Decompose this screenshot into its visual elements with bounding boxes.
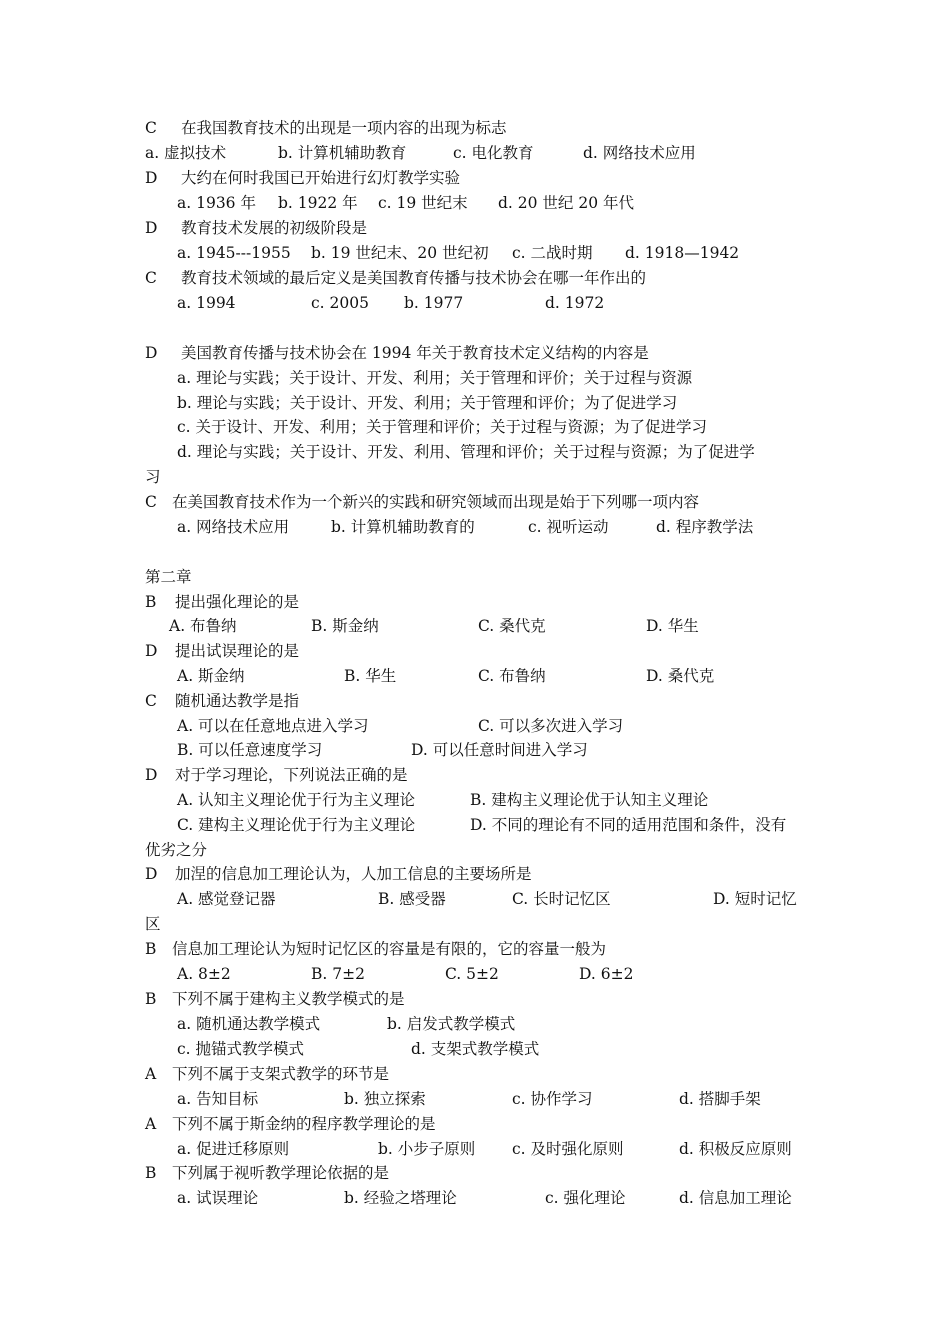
option: C. 桑代克	[478, 617, 546, 635]
option: a. 1994	[177, 294, 236, 312]
options-row	[0, 887, 950, 911]
option: d. 1918—1942	[625, 244, 740, 262]
question-row	[0, 639, 950, 663]
question-text: 下列不属于建构主义教学模式的是	[172, 990, 405, 1008]
option: C. 可以多次进入学习	[478, 717, 624, 735]
option: C. 布鲁纳	[478, 667, 546, 685]
question-row	[0, 1062, 950, 1086]
answer-key: D	[145, 642, 158, 660]
option: a. 1936 年	[177, 194, 256, 212]
option: b. 计算机辅助教育	[278, 144, 407, 162]
options-row	[0, 962, 950, 986]
option: B. 华生	[344, 667, 397, 685]
question-row	[0, 763, 950, 787]
options-row	[0, 1137, 950, 1161]
question-row	[0, 987, 950, 1011]
answer-key: C	[145, 493, 157, 511]
answer-key: D	[145, 219, 158, 237]
wrapped-text	[0, 838, 950, 862]
option: b. 理论与实践；关于设计、开发、利用；关于管理和评价；为了促进学习	[177, 394, 678, 412]
option: a. 促进迁移原则	[177, 1140, 290, 1158]
option: b. 独立探索	[344, 1090, 426, 1108]
option: d. 1972	[545, 294, 605, 312]
option: C. 建构主义理论优于行为主义理论	[177, 816, 416, 834]
question-row	[0, 266, 950, 290]
option: C. 5±2	[445, 965, 499, 983]
question-text: 下列不属于斯金纳的程序教学理论的是	[172, 1115, 436, 1133]
options-row	[0, 788, 950, 812]
options-row	[0, 1037, 950, 1061]
question-text: 教育技术领域的最后定义是美国教育传播与技术协会在哪一年作出的	[181, 269, 647, 287]
option: b. 1922 年	[278, 194, 358, 212]
option: A. 斯金纳	[177, 667, 245, 685]
question-row	[0, 116, 950, 140]
options-row	[0, 614, 950, 638]
option: a. 1945---1955	[177, 244, 291, 262]
option: C. 长时记忆区	[512, 890, 611, 908]
options-row	[0, 291, 950, 315]
answer-key: D	[145, 344, 158, 362]
option-line	[0, 415, 950, 439]
option: B. 可以任意速度学习	[177, 741, 323, 759]
options-row	[0, 664, 950, 688]
option: B. 感受器	[378, 890, 446, 908]
option: A. 布鲁纳	[169, 617, 237, 635]
question-text: 美国教育传播与技术协会在 1994 年关于教育技术定义结构的内容是	[181, 344, 649, 362]
option: b. 1977	[404, 294, 464, 312]
options-row	[0, 813, 950, 837]
option: d. 积极反应原则	[679, 1140, 792, 1158]
option: a. 告知目标	[177, 1090, 259, 1108]
option: d. 程序教学法	[656, 518, 754, 536]
options-row	[0, 714, 950, 738]
question-row	[0, 341, 950, 365]
option: d. 搭脚手架	[679, 1090, 761, 1108]
option: D. 6±2	[579, 965, 634, 983]
answer-key: D	[145, 865, 158, 883]
question-text: 信息加工理论认为短时记忆区的容量是有限的，它的容量一般为	[172, 940, 607, 958]
option: d. 支架式教学模式	[411, 1040, 540, 1058]
wrapped-text	[0, 912, 950, 936]
options-row	[0, 241, 950, 265]
answer-key: B	[145, 1164, 157, 1182]
option-continuation: 优劣之分	[145, 841, 208, 859]
answer-key: D	[145, 766, 158, 784]
question-row	[0, 590, 950, 614]
option: c. 抛锚式教学模式	[177, 1040, 305, 1058]
question-text: 加涅的信息加工理论认为，人加工信息的主要场所是	[175, 865, 532, 883]
option: B. 斯金纳	[311, 617, 379, 635]
wrapped-text	[0, 465, 950, 489]
option: d. 网络技术应用	[583, 144, 696, 162]
answer-key: C	[145, 269, 157, 287]
option: A. 可以在任意地点进入学习	[177, 717, 369, 735]
question-row	[0, 689, 950, 713]
answer-key: A	[145, 1115, 157, 1133]
option: c. 19 世纪末	[378, 194, 468, 212]
option: c. 电化教育	[453, 144, 534, 162]
options-row	[0, 1012, 950, 1036]
question-text: 下列不属于支架式教学的环节是	[172, 1065, 390, 1083]
answer-key: B	[145, 940, 157, 958]
option: b. 19 世纪末、20 世纪初	[311, 244, 489, 262]
question-text: 在我国教育技术的出现是一项内容的出现为标志	[181, 119, 507, 137]
option: c. 视听运动	[528, 518, 609, 536]
answer-key: A	[145, 1065, 157, 1083]
option-line	[0, 366, 950, 390]
question-text: 随机通达教学是指	[175, 692, 300, 710]
chapter-heading-row	[0, 565, 950, 589]
question-text: 下列属于视听教学理论依据的是	[172, 1164, 390, 1182]
option: b. 计算机辅助教育的	[331, 518, 475, 536]
question-row	[0, 166, 950, 190]
option: a. 随机通达教学模式	[177, 1015, 321, 1033]
option: b. 经验之塔理论	[344, 1189, 457, 1207]
option: a. 虚拟技术	[145, 144, 227, 162]
question-text: 提出强化理论的是	[175, 593, 300, 611]
option: d. 20 世纪 20 年代	[498, 194, 635, 212]
option: a. 试误理论	[177, 1189, 259, 1207]
question-row	[0, 937, 950, 961]
question-row	[0, 862, 950, 886]
option-line	[0, 440, 950, 464]
option-line	[0, 391, 950, 415]
option: a. 理论与实践；关于设计、开发、利用；关于管理和评价；关于过程与资源	[177, 369, 693, 387]
option: b. 启发式教学模式	[387, 1015, 516, 1033]
question-row	[0, 1112, 950, 1136]
option-continuation: 区	[145, 915, 161, 933]
option: A. 认知主义理论优于行为主义理论	[177, 791, 416, 809]
answer-key: C	[145, 119, 157, 137]
option: D. 桑代克	[646, 667, 715, 685]
question-text: 大约在何时我国已开始进行幻灯教学实验	[181, 169, 461, 187]
option: B. 建构主义理论优于认知主义理论	[470, 791, 709, 809]
answer-key: C	[145, 692, 157, 710]
option: c. 二战时期	[512, 244, 593, 262]
options-row	[0, 1186, 950, 1210]
option: A. 感觉登记器	[177, 890, 276, 908]
question-row	[0, 490, 950, 514]
answer-key: B	[145, 593, 157, 611]
option: A. 8±2	[177, 965, 231, 983]
option: b. 小步子原则	[378, 1140, 476, 1158]
question-text: 提出试误理论的是	[175, 642, 300, 660]
question-row	[0, 1161, 950, 1185]
option: c. 及时强化原则	[512, 1140, 624, 1158]
chapter-heading: 第二章	[145, 568, 192, 586]
option: d. 信息加工理论	[679, 1189, 792, 1207]
option: a. 网络技术应用	[177, 518, 290, 536]
question-text: 教育技术发展的初级阶段是	[181, 219, 368, 237]
option: d. 理论与实践；关于设计、开发、利用、管理和评价；关于过程与资源；为了促进学	[177, 443, 755, 461]
answer-key: B	[145, 990, 157, 1008]
option: D. 短时记忆	[713, 890, 797, 908]
options-row	[0, 738, 950, 762]
options-row	[0, 141, 950, 165]
option: D. 华生	[646, 617, 699, 635]
option: c. 关于设计、开发、利用；关于管理和评价；关于过程与资源；为了促进学习	[177, 418, 708, 436]
option: B. 7±2	[311, 965, 365, 983]
options-row	[0, 191, 950, 215]
options-row	[0, 515, 950, 539]
option: c. 协作学习	[512, 1090, 593, 1108]
question-row	[0, 216, 950, 240]
option: D. 可以任意时间进入学习	[411, 741, 588, 759]
option: c. 2005	[311, 294, 369, 312]
option: c. 强化理论	[545, 1189, 626, 1207]
question-text: 对于学习理论，下列说法正确的是	[175, 766, 408, 784]
answer-key: D	[145, 169, 158, 187]
option: D. 不同的理论有不同的适用范围和条件，没有	[470, 816, 787, 834]
options-row	[0, 1087, 950, 1111]
question-text: 在美国教育技术作为一个新兴的实践和研究领域而出现是始于下列哪一项内容	[172, 493, 700, 511]
option-continuation: 习	[145, 468, 161, 486]
